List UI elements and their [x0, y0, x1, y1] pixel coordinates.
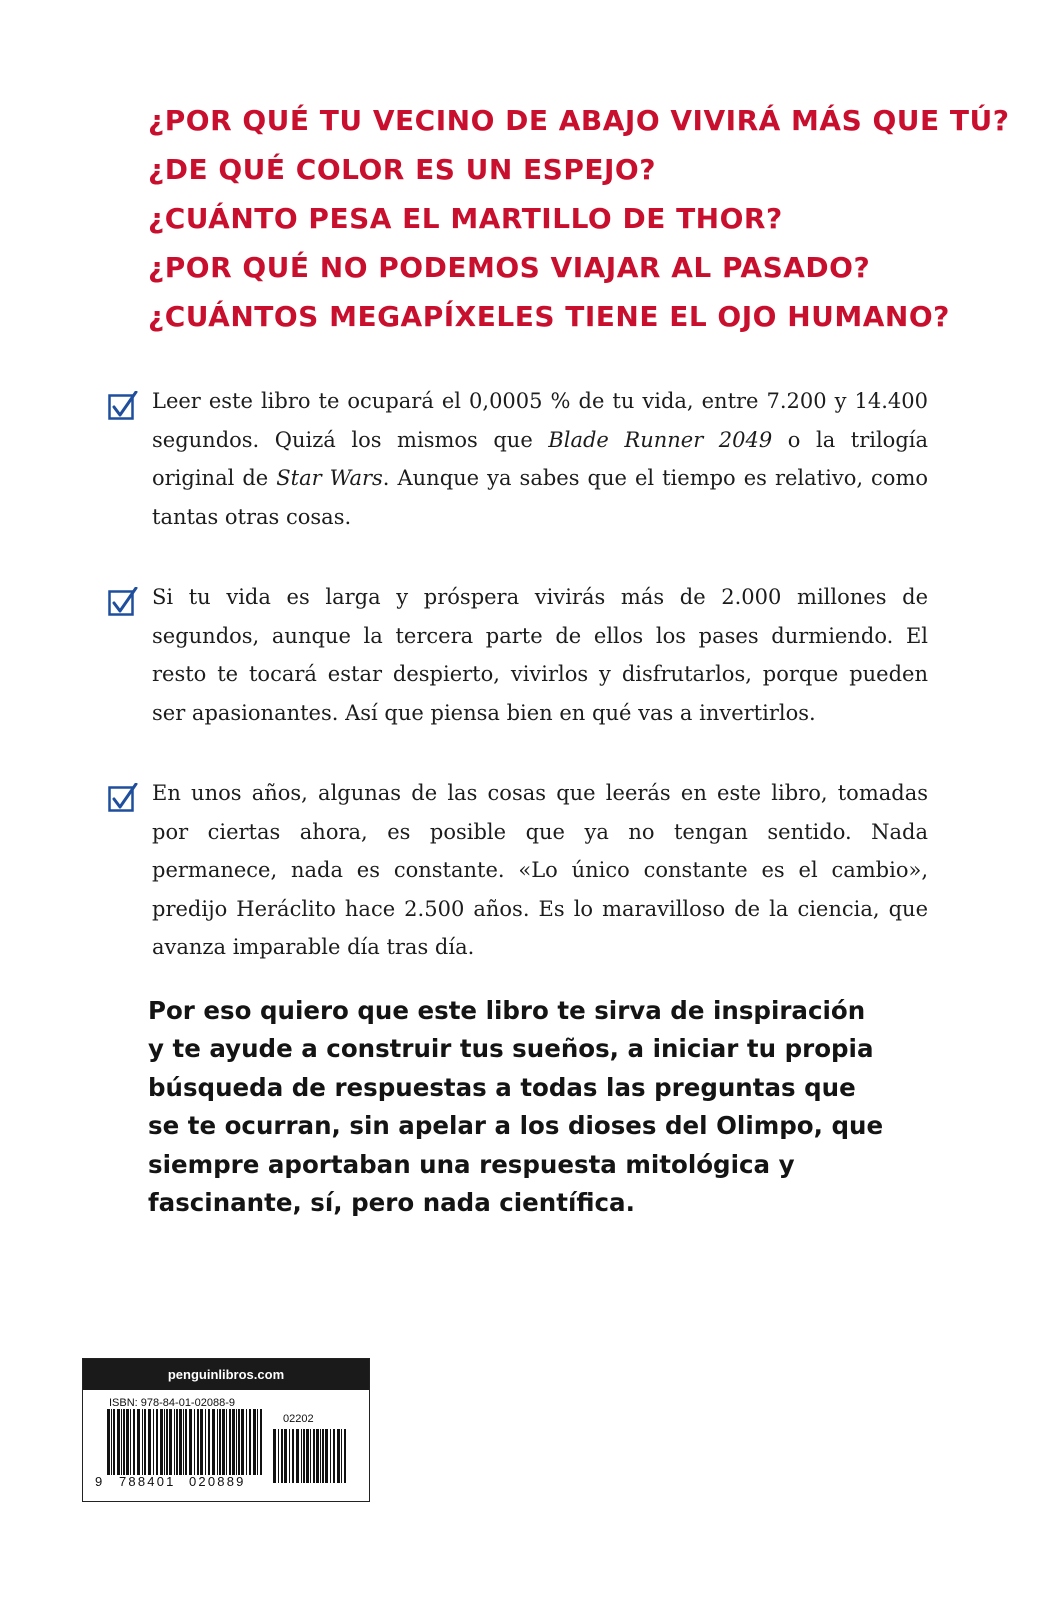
barcode-bar: [232, 1409, 235, 1475]
barcode-bar: [249, 1409, 251, 1475]
barcode-bar: [322, 1429, 324, 1483]
barcode-bar: [166, 1409, 168, 1475]
checklist-item-2: [108, 578, 928, 732]
barcode-bar: [176, 1409, 178, 1475]
barcode-bar: [226, 1409, 227, 1475]
barcode-first-digit: 9: [95, 1474, 105, 1489]
barcode-bar: [333, 1429, 335, 1483]
barcode-bar: [306, 1429, 309, 1483]
checked-box-icon: [108, 783, 138, 813]
barcode-bar: [278, 1429, 279, 1483]
barcode-bar: [246, 1409, 247, 1475]
barcode-bar: [320, 1429, 321, 1483]
barcode-bar: [142, 1409, 143, 1475]
closing-paragraph: Por eso quiero que este libro te sirva de inspiración y te ayude a construir tus sueños, a iniciar tu propia búsqueda de respuestas a todas las preguntas que se te ocurran, sin apelar a los dioses del Olimpo, que siempre aportaban una respuesta mitológica y fascinante, sí, pero nada científica.: [148, 996, 884, 1218]
barcode-bar: [341, 1429, 342, 1483]
barcode-bar: [160, 1409, 163, 1475]
barcode-bar: [281, 1429, 283, 1483]
checklist: [108, 382, 928, 1009]
question-2: ¿DE QUÉ COLOR ES UN ESPEJO?: [148, 153, 656, 186]
checked-box-icon: [108, 391, 138, 421]
barcode-bar: [126, 1409, 129, 1475]
paragraph-science-change: En unos años, algunas de las cosas que leerás en este libro, tomadas por ciertas ahora, es posible que ya no tengan sentido. Nada permanece, nada es constante. «Lo único constante es el cambio», predijo Heráclito hace 2.500 años. Es lo maravilloso de la ciencia, que avanza imparable día tras día.: [152, 781, 928, 959]
barcode-bar: [325, 1429, 328, 1483]
checklist-item-3: [108, 774, 928, 967]
title-star-wars: Star Wars: [276, 466, 383, 490]
barcode-addon-code: 02202: [283, 1413, 314, 1425]
barcode-bar: [330, 1429, 331, 1483]
barcode-bar: [130, 1409, 131, 1475]
barcode-bar: [148, 1409, 151, 1475]
barcode-bar: [236, 1409, 237, 1475]
barcode-bar: [144, 1409, 146, 1475]
barcode-bar: [289, 1429, 290, 1483]
barcode-bar: [174, 1409, 175, 1475]
barcode-bar: [292, 1429, 294, 1483]
barcode-bar: [153, 1409, 154, 1475]
paragraph-reading-time: Leer este libro te ocupará el 0,0005 % de tu vida, entre 7.200 y 14.400 segundos. Quizá los mismos que Blade Runner 2049 o la trilogía original de Star Wars. Aunque ya sabes que el tiempo es relativo, como tantas otras cosas.: [152, 389, 928, 529]
barcode-bar: [205, 1409, 206, 1475]
barcode-bar: [208, 1409, 210, 1475]
barcode-bar: [156, 1409, 158, 1475]
barcode-bar: [310, 1429, 311, 1483]
questions-list: [148, 96, 1028, 341]
barcode-bar: [197, 1409, 199, 1475]
barcode-bar: [303, 1429, 305, 1483]
barcode-bar: [301, 1429, 302, 1483]
question-5: ¿CUÁNTOS MEGAPÍXELES TIENE EL OJO HUMANO?: [148, 300, 950, 333]
barcode-bar: [337, 1429, 340, 1483]
barcode-bar: [183, 1409, 184, 1475]
barcode-bar: [111, 1409, 112, 1475]
barcode-bar: [273, 1429, 276, 1483]
barcode-bar: [241, 1409, 244, 1475]
barcode-bar: [219, 1409, 221, 1475]
barcode-bar: [316, 1429, 319, 1483]
title-blade-runner: Blade Runner 2049: [548, 427, 773, 452]
barcode-box: [82, 1358, 370, 1502]
barcode-bar: [194, 1409, 195, 1475]
paragraph-life-seconds: Si tu vida es larga y próspera vivirás más de 2.000 millones de segundos, aunque la tercera parte de ellos los pases durmiendo. El resto te tocará estar despierto, vivirlos y disfrutarlos, porque pueden ser apasionantes. Así que piensa bien en qué vas a invertirlos.: [152, 585, 928, 725]
barcode-bar: [238, 1409, 240, 1475]
barcode-bar: [260, 1409, 262, 1475]
checklist-item-1: [108, 382, 928, 536]
barcode-bar: [217, 1409, 218, 1475]
barcode-bar: [169, 1409, 172, 1475]
barcode-bar: [137, 1409, 140, 1475]
question-4: ¿POR QUÉ NO PODEMOS VIAJAR AL PASADO?: [148, 251, 871, 284]
barcode-bar: [185, 1409, 187, 1475]
checked-box-icon: [108, 587, 138, 617]
barcode-bar: [212, 1409, 215, 1475]
barcode-bar: [284, 1429, 287, 1483]
barcode-bar: [113, 1409, 115, 1475]
isbn-label: ISBN: 978-84-01-02088-9: [109, 1397, 235, 1409]
barcode-bar: [344, 1429, 346, 1483]
publisher-website: penguinlibros.com: [83, 1359, 369, 1390]
barcode-digits-right: 020889: [189, 1474, 246, 1489]
barcode-digits-left: 788401: [119, 1474, 176, 1489]
barcode-bar: [257, 1409, 258, 1475]
barcode-bar: [253, 1409, 256, 1475]
barcode-bar: [200, 1409, 203, 1475]
barcode-bar: [229, 1409, 231, 1475]
barcode-bar: [117, 1409, 120, 1475]
barcode-bar: [222, 1409, 225, 1475]
barcode-bar: [296, 1429, 299, 1483]
barcode-bar: [189, 1409, 192, 1475]
barcode-bar: [121, 1409, 122, 1475]
barcode-bar: [123, 1409, 125, 1475]
barcode-bar: [107, 1409, 110, 1475]
question-1: ¿POR QUÉ TU VECINO DE ABAJO VIVIRÁ MÁS QUE TÚ?: [148, 104, 1010, 137]
barcode-bar: [164, 1409, 165, 1475]
question-3: ¿CUÁNTO PESA EL MARTILLO DE THOR?: [148, 202, 783, 235]
barcode-bar: [133, 1409, 135, 1475]
barcode-bar: [313, 1429, 315, 1483]
barcode-bar: [179, 1409, 182, 1475]
